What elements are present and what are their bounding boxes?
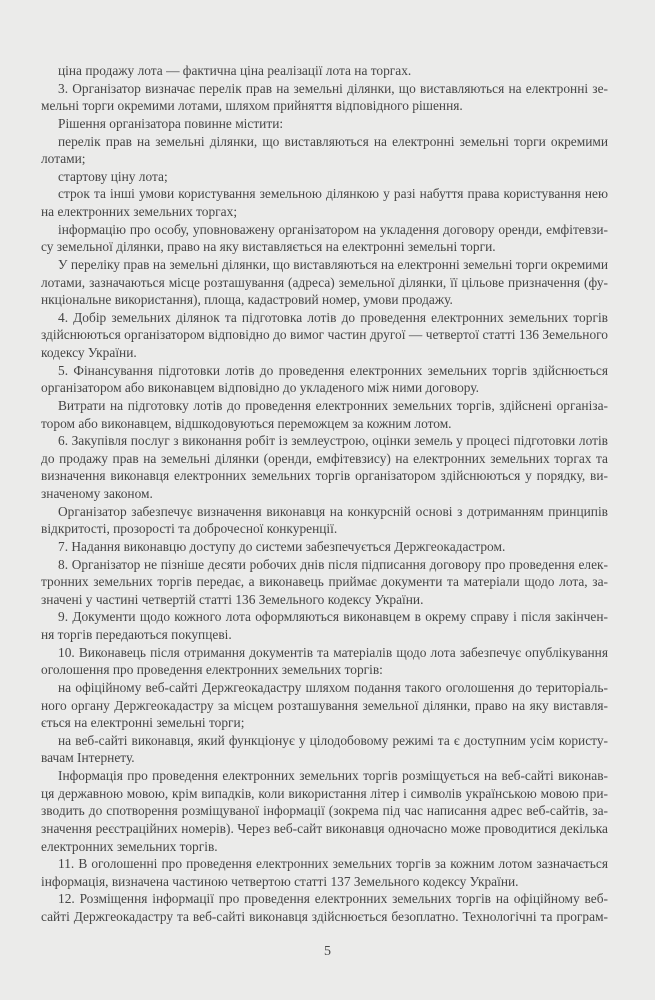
document-body [41,62,608,926]
text-line: значеному законом. [41,486,153,501]
text-line: 6. Закупівля послуг з виконання робіт із землеустрою, оцінки земель у процесі підготовки лотів [58,433,608,449]
text-line: на офіційному веб-сайті Держгеокадастру шляхом подання такого оголошення до територіаль- [58,679,608,695]
text-line: мельні торги окремими лотами, шляхом прийняття відповідного рішення. [41,98,463,114]
text-line: інформацію про особу, уповноважену організатором на укладення договору оренди, емфітевзи- [58,221,608,237]
text-line: 12. Розміщення інформації про проведення електронних земельних торгів на офіційному веб- [58,891,608,907]
text-line: ця державною мовою, крім випадків, коли використання літер і символів українською мовою при- [41,785,608,801]
text-line: 4. Добір земельних ділянок та підготовка лотів до проведення електронних земельних торгів [58,309,608,325]
text-line: 10. Виконавець після отримання документів та матеріалів щодо лота забезпечує опублікування [58,644,608,660]
text-line: відкритості, прозорості та доброчесної конкуренції. [41,521,338,537]
text-line: Витрати на підготовку лотів до проведення електронних земельних торгів, здійснені організа- [58,397,608,413]
text-line: до продажу прав на земельні ділянки (оренди, емфітевзису) на електронних земельних торгах та [41,450,608,466]
text-line: сайті Держгеокадастру та веб-сайті виконавця здійснюється безоплатно. Технологічні та програм- [41,909,608,924]
text-line: 11. В оголошенні про проведення електронних земельних торгів за кожним лотом зазначається [58,856,608,872]
text-line: кодексу України. [41,345,137,360]
text-line: ня торгів передаються покупцеві. [41,627,232,642]
text-line: Організатор забезпечує визначення виконавця на конкурсній основі з дотриманням принципів [58,503,608,519]
text-line: тором або виконавцем, відшкодовуються переможцем за кожним лотом. [41,415,452,431]
text-line: зводить до спотворення розміщуваної інформації (зокрема під час написання адрес веб-сайтів, за- [41,803,608,819]
text-line: лотами, зазначаються місце розташування (адреса) земельної ділянки, її цільове призначення (фу- [41,274,608,290]
page-number: 5 [324,944,331,959]
text-line: здійснюються організатором відповідно до вимог частин другої — четвертої статті 136 Земельного [41,327,608,343]
text-line: стартову ціну лота; [58,168,168,184]
text-line: 5. Фінансування підготовки лотів до проведення електронних земельних торгів здійснюється [58,362,608,378]
text-line: су земельної ділянки, право на яку виставляється на електронні земельні торги. [41,239,496,255]
text-line: 8. Організатор не пізніше десяти робочих днів після підписання договору про проведення елек- [58,556,608,572]
text-line: визначення виконавця електронних земельних торгів організатором здійснюються у порядку, ви- [41,468,608,484]
text-line: на електронних земельних торгах; [41,204,238,219]
text-line: лотами; [41,151,86,167]
text-line: 9. Документи щодо кожного лота оформляються виконавцем в окрему справу і після закінчен- [58,609,608,625]
text-line: Інформація про проведення електронних земельних торгів розміщується на веб-сайті виконав- [58,768,608,783]
text-line: значення реєстраційних номерів). Через веб-сайт виконавця одночасно може проводитися декілька [41,820,608,836]
text-line: ється на електронні земельні торги; [41,715,245,731]
text-line: оголошення про проведення електронних земельних торгів: [41,662,383,678]
text-line: У переліку прав на земельні ділянки, що виставляються на електронні земельні торги окремими [58,256,608,272]
text-line: інформація, визначена частиною четвертою статті 137 Земельного кодексу України. [41,873,519,889]
text-line: Рішення організатора повинне містити: [58,115,284,131]
text-line: електронних земельних торгів. [41,838,218,854]
text-line: ціна продажу лота — фактична ціна реалізації лота на торгах. [58,63,412,78]
text-line: нкціональне використання), площа, кадастровий номер, умови продажу. [41,292,453,308]
text-line: вачам Інтернету. [41,750,135,766]
text-line: 7. Надання виконавцю доступу до системи забезпечується Держгеокадастром. [58,538,506,554]
text-line: на веб-сайті виконавця, який функціонує у цілодобовому режимі та є доступним усім користу- [58,732,608,748]
text-line: перелік прав на земельні ділянки, що виставляються на електронні земельні торги окремими [58,133,608,149]
text-line: строк та інші умови користування земельною ділянкою у разі набуття права користування нею [58,186,608,202]
text-line: організатором або виконавцем відповідно до укладеного між ними договору. [41,380,480,396]
text-line: значені у частині четвертій статті 136 Земельного кодексу України. [41,591,424,607]
text-line: 3. Організатор визначає перелік прав на земельні ділянки, що виставляються на електронні зе- [58,80,608,96]
text-line: тронних земельних торгів передає, а виконавець приймає документи та матеріали щодо лота, за- [41,574,608,590]
text-line: ного органу Держгеокадастру за місцем розташування земельної ділянки, право на яку виставля- [41,697,608,713]
